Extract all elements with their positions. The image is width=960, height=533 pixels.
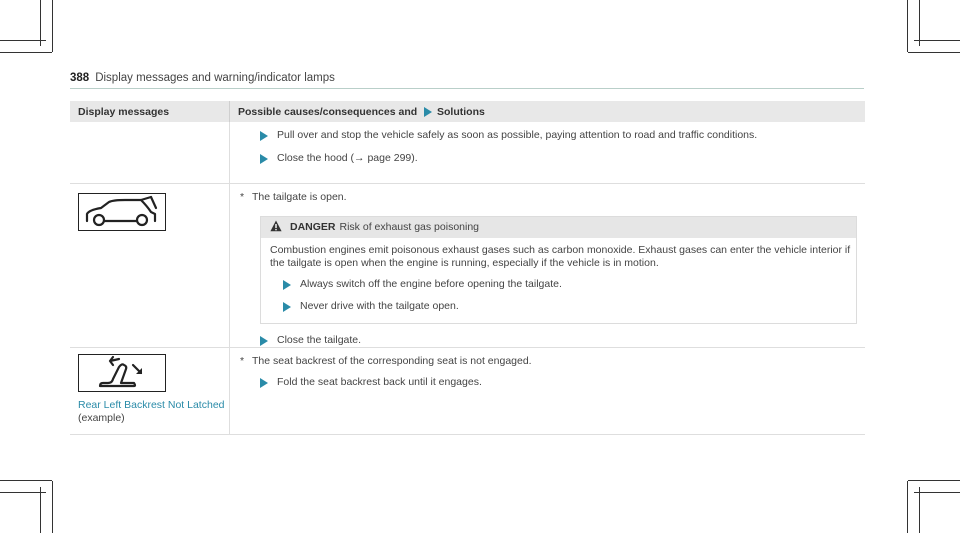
display-message-text: [78, 399, 229, 424]
crop-mark: [52, 481, 53, 533]
crop-mark: [0, 52, 52, 53]
table-cell-empty: [70, 122, 230, 184]
danger-label: DANGER: [290, 221, 336, 233]
danger-step: [270, 278, 856, 291]
page-number: 388: [70, 72, 90, 84]
bullet-star: *: [240, 355, 245, 367]
crop-mark: [914, 492, 960, 493]
danger-warning-box: [260, 216, 857, 324]
crop-mark: [52, 0, 53, 52]
danger-step: [270, 300, 856, 313]
danger-body: [261, 238, 856, 323]
play-arrow-icon: [260, 336, 268, 346]
danger-step-text: Never drive with the tailgate open.: [300, 300, 459, 312]
display-message-label: Rear Left Backrest Not Latched: [78, 399, 225, 411]
crop-mark: [914, 40, 960, 41]
table-cell-display-icon: [70, 184, 230, 348]
car-tailgate-open-icon: [78, 193, 166, 231]
bullet-star: *: [240, 191, 245, 203]
crop-mark: [907, 0, 908, 52]
play-arrow-icon: [260, 131, 268, 141]
column-header-causes-solutions: [230, 101, 866, 122]
danger-title: Risk of exhaust gas poisoning: [339, 221, 480, 233]
warning-triangle-icon: [270, 219, 282, 231]
step-text: Fold the seat backrest back until it engages.: [277, 376, 482, 388]
play-arrow-icon: [260, 378, 268, 388]
danger-step-text: Always switch off the engine before opening the tailgate.: [300, 278, 562, 290]
play-arrow-icon: [283, 302, 291, 312]
table-header-row: [70, 101, 865, 122]
table-row: [70, 348, 865, 435]
example-label: (example): [78, 411, 125, 424]
crop-mark: [908, 52, 960, 53]
crop-mark: [0, 480, 52, 481]
danger-text: Combustion engines emit poisonous exhaust gases such as carbon monoxide. Exhaust gases can enter the vehicle interior if the tailgate is open when the engine is running, especially if the vehicle is in motion.: [270, 244, 851, 269]
crop-mark: [919, 487, 920, 533]
play-arrow-icon: [424, 107, 432, 117]
seat-backrest-icon: [78, 354, 166, 392]
table-cell-solutions: [230, 184, 866, 348]
crop-mark: [0, 40, 46, 41]
table-cell-solutions: [230, 122, 866, 184]
column-header-causes-label: Possible causes/consequences and: [238, 105, 418, 118]
play-arrow-icon: [260, 154, 268, 164]
crop-mark: [40, 487, 41, 533]
cause-label: The tailgate is open.: [252, 191, 347, 203]
solution-step: [230, 152, 865, 165]
page-header: [70, 72, 335, 84]
cause-text: [230, 355, 865, 368]
table-cell-display-icon: [70, 348, 230, 435]
crop-mark: [907, 481, 908, 533]
column-header-display-messages: Display messages: [70, 101, 230, 122]
step-text: Close the tailgate.: [277, 334, 362, 346]
solution-step: [230, 334, 865, 347]
play-arrow-icon: [283, 280, 291, 290]
danger-header: [261, 217, 856, 238]
crop-mark: [908, 480, 960, 481]
step-text: Pull over and stop the vehicle safely as soon as possible, paying attention to road and traffic conditions.: [277, 129, 758, 141]
display-messages-table: [70, 101, 865, 435]
table-row: [70, 122, 865, 184]
solution-step: [230, 129, 865, 142]
step-text-page-reference[interactable]: Close the hood (→ page 299).: [277, 152, 418, 164]
cause-text: [230, 191, 865, 204]
header-rule: [70, 88, 864, 89]
table-row: [70, 184, 865, 348]
solution-step: [230, 376, 865, 389]
table-cell-solutions: [230, 348, 866, 435]
cause-label: The seat backrest of the corresponding seat is not engaged.: [252, 355, 532, 367]
column-header-solutions-label: Solutions: [437, 105, 485, 118]
page-title: Display messages and warning/indicator lamps: [95, 72, 335, 84]
crop-mark: [0, 492, 46, 493]
